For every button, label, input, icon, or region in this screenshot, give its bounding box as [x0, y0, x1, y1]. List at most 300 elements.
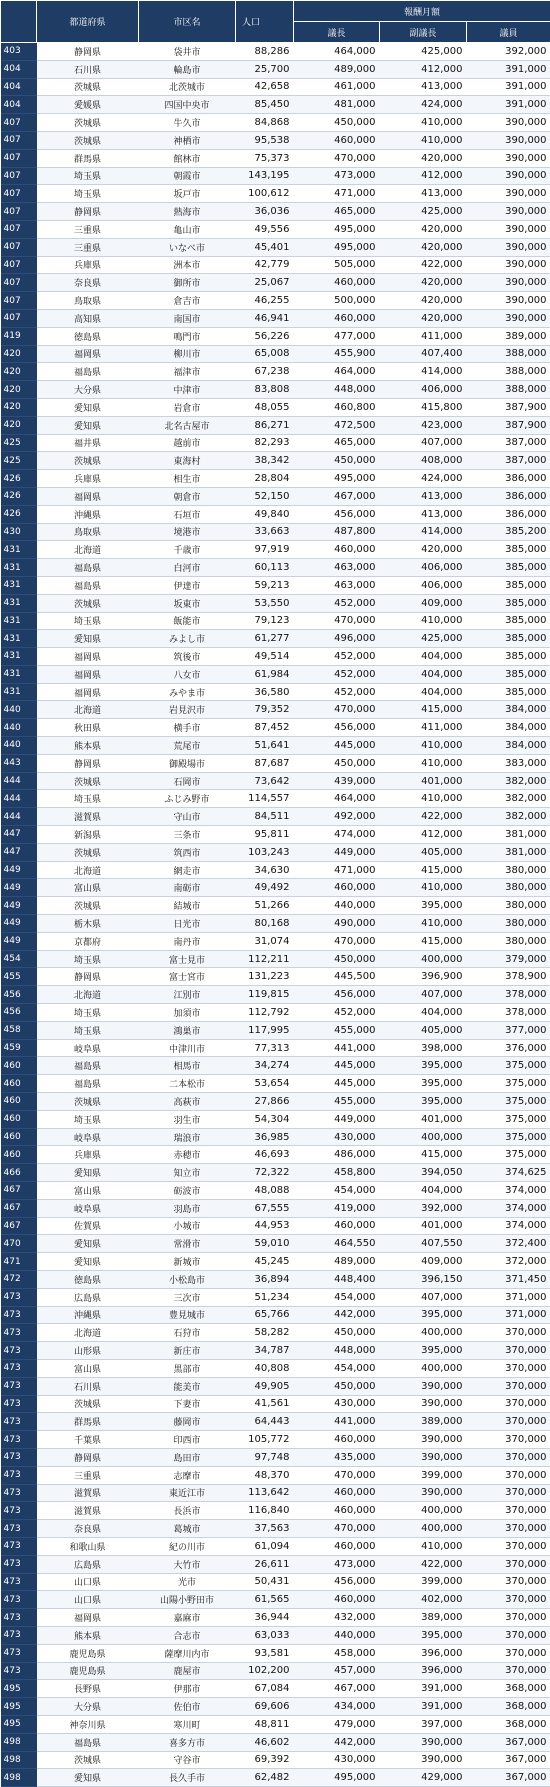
- chair-pay-cell: 452,000: [294, 1004, 380, 1022]
- population-cell: 67,084: [236, 1680, 294, 1698]
- vice-chair-pay-cell: 397,000: [380, 1715, 467, 1733]
- vice-chair-pay-cell: 407,400: [380, 345, 467, 363]
- vice-chair-pay-cell: 399,000: [380, 1466, 467, 1484]
- city-cell: 結城市: [139, 897, 236, 915]
- vice-chair-pay-cell: 413,000: [380, 78, 467, 96]
- prefecture-cell: 鳥取県: [37, 523, 139, 541]
- prefecture-cell: 福岡県: [37, 1609, 139, 1627]
- population-cell: 119,815: [236, 986, 294, 1004]
- prefecture-cell: 奈良県: [37, 1520, 139, 1538]
- chair-pay-cell: 456,000: [294, 719, 380, 737]
- rank-cell: 407: [1, 185, 37, 203]
- city-cell: 光市: [139, 1573, 236, 1591]
- city-cell: 神栖市: [139, 131, 236, 149]
- rank-cell: 425: [1, 434, 37, 452]
- city-cell: 熱海市: [139, 203, 236, 221]
- chair-pay-cell: 489,000: [294, 1253, 380, 1271]
- rank-cell: 473: [1, 1466, 37, 1484]
- population-cell: 67,238: [236, 363, 294, 381]
- population-cell: 65,766: [236, 1306, 294, 1324]
- city-cell: 黒部市: [139, 1359, 236, 1377]
- vice-chair-pay-cell: 396,000: [380, 1644, 467, 1662]
- table-row: [1, 1715, 550, 1733]
- prefecture-cell: 埼玉県: [37, 1021, 139, 1039]
- member-pay-cell: 382,000: [467, 772, 550, 790]
- prefecture-cell: 福島県: [37, 1075, 139, 1093]
- member-pay-cell: 370,000: [467, 1484, 550, 1502]
- rank-cell: 426: [1, 487, 37, 505]
- rank-cell: 449: [1, 932, 37, 950]
- rank-cell: 467: [1, 1199, 37, 1217]
- rank-cell: 473: [1, 1359, 37, 1377]
- chair-pay-cell: 458,000: [294, 1644, 380, 1662]
- rank-cell: 473: [1, 1609, 37, 1627]
- table-row: [1, 363, 550, 381]
- prefecture-cell: 鹿児島県: [37, 1644, 139, 1662]
- prefecture-cell: 福島県: [37, 576, 139, 594]
- vice-chair-pay-cell: 407,000: [380, 986, 467, 1004]
- vice-chair-pay-cell: 422,000: [380, 256, 467, 274]
- vice-chair-pay-cell: 400,000: [380, 950, 467, 968]
- member-pay-cell: 368,000: [467, 1715, 550, 1733]
- member-pay-cell: 370,000: [467, 1413, 550, 1431]
- chair-pay-cell: 465,000: [294, 203, 380, 221]
- table-row: [1, 1057, 550, 1075]
- table-row: [1, 114, 550, 132]
- table-row: [1, 986, 550, 1004]
- rank-cell: 431: [1, 576, 37, 594]
- vice-chair-pay-cell: 390,000: [380, 1484, 467, 1502]
- member-pay-cell: 381,000: [467, 826, 550, 844]
- city-cell: 牛久市: [139, 114, 236, 132]
- city-cell: 赤穂市: [139, 1146, 236, 1164]
- table-row: [1, 1573, 550, 1591]
- chair-pay-cell: 464,000: [294, 363, 380, 381]
- vice-chair-pay-cell: 404,000: [380, 1182, 467, 1200]
- rank-cell: 498: [1, 1733, 37, 1751]
- member-pay-cell: 385,000: [467, 648, 550, 666]
- city-cell: 館林市: [139, 149, 236, 167]
- prefecture-cell: 福岡県: [37, 648, 139, 666]
- vice-chair-pay-cell: 390,000: [380, 1733, 467, 1751]
- table-row: [1, 1288, 550, 1306]
- table-row: [1, 43, 550, 61]
- city-cell: 南国市: [139, 309, 236, 327]
- population-cell: 113,642: [236, 1484, 294, 1502]
- table-row: [1, 131, 550, 149]
- vice-chair-pay-cell: 415,000: [380, 701, 467, 719]
- member-pay-cell: 385,000: [467, 559, 550, 577]
- chair-pay-cell: 479,000: [294, 1715, 380, 1733]
- population-cell: 61,094: [236, 1537, 294, 1555]
- rank-cell: 407: [1, 309, 37, 327]
- table-row: [1, 1555, 550, 1573]
- rank-cell: 473: [1, 1484, 37, 1502]
- rank-cell: 460: [1, 1128, 37, 1146]
- city-cell: 坂戸市: [139, 185, 236, 203]
- prefecture-cell: 三重県: [37, 1466, 139, 1484]
- city-cell: 三次市: [139, 1288, 236, 1306]
- vice-chair-pay-cell: 412,000: [380, 167, 467, 185]
- prefecture-cell: 高知県: [37, 309, 139, 327]
- member-pay-cell: 375,000: [467, 1057, 550, 1075]
- population-cell: 48,370: [236, 1466, 294, 1484]
- population-cell: 58,282: [236, 1324, 294, 1342]
- rank-cell: 472: [1, 1270, 37, 1288]
- prefecture-cell: 愛知県: [37, 1253, 139, 1271]
- member-pay-cell: 370,000: [467, 1591, 550, 1609]
- chair-pay-cell: 449,000: [294, 1110, 380, 1128]
- prefecture-cell: 静岡県: [37, 1448, 139, 1466]
- vice-chair-pay-cell: 407,000: [380, 1288, 467, 1306]
- vice-chair-pay-cell: 415,800: [380, 398, 467, 416]
- city-cell: 高萩市: [139, 1093, 236, 1111]
- rank-cell: 431: [1, 612, 37, 630]
- rank-cell: 498: [1, 1769, 37, 1787]
- prefecture-cell: 福島県: [37, 559, 139, 577]
- prefecture-cell: 滋賀県: [37, 1484, 139, 1502]
- vice-chair-pay-cell: 420,000: [380, 220, 467, 238]
- member-pay-cell: 385,000: [467, 612, 550, 630]
- vice-chair-pay-cell: 390,000: [380, 1751, 467, 1769]
- population-cell: 49,556: [236, 220, 294, 238]
- member-pay-cell: 390,000: [467, 274, 550, 292]
- city-cell: 北茨城市: [139, 78, 236, 96]
- prefecture-cell: 茨城県: [37, 1751, 139, 1769]
- vice-chair-pay-cell: 415,000: [380, 1146, 467, 1164]
- chair-pay-cell: 448,400: [294, 1270, 380, 1288]
- population-cell: 34,787: [236, 1342, 294, 1360]
- member-pay-cell: 390,000: [467, 238, 550, 256]
- city-cell: 江別市: [139, 986, 236, 1004]
- chair-pay-cell: 495,000: [294, 238, 380, 256]
- city-cell: 白河市: [139, 559, 236, 577]
- table-row: [1, 434, 550, 452]
- vice-chair-pay-cell: 390,000: [380, 1448, 467, 1466]
- rank-cell: 473: [1, 1395, 37, 1413]
- member-pay-cell: 370,000: [467, 1377, 550, 1395]
- population-cell: 36,944: [236, 1609, 294, 1627]
- rank-cell: 473: [1, 1626, 37, 1644]
- chair-pay-cell: 432,000: [294, 1609, 380, 1627]
- city-cell: 石岡市: [139, 772, 236, 790]
- member-pay-cell: 374,000: [467, 1199, 550, 1217]
- population-cell: 34,274: [236, 1057, 294, 1075]
- table-row: [1, 1520, 550, 1538]
- rank-cell: 473: [1, 1555, 37, 1573]
- vice-chair-pay-cell: 413,000: [380, 505, 467, 523]
- chair-pay-cell: 458,800: [294, 1164, 380, 1182]
- population-cell: 117,995: [236, 1021, 294, 1039]
- rank-cell: 456: [1, 986, 37, 1004]
- table-row: [1, 1270, 550, 1288]
- vice-chair-pay-cell: 409,000: [380, 594, 467, 612]
- population-cell: 45,245: [236, 1253, 294, 1271]
- table-row: [1, 1359, 550, 1377]
- member-pay-cell: 375,000: [467, 1093, 550, 1111]
- table-row: [1, 594, 550, 612]
- city-cell: 洲本市: [139, 256, 236, 274]
- rank-cell: 467: [1, 1217, 37, 1235]
- vice-chair-pay-cell: 399,000: [380, 1573, 467, 1591]
- chair-pay-cell: 460,000: [294, 1217, 380, 1235]
- vice-chair-pay-cell: 414,000: [380, 523, 467, 541]
- member-pay-cell: 380,000: [467, 932, 550, 950]
- rank-cell: 440: [1, 737, 37, 755]
- member-pay-cell: 390,000: [467, 131, 550, 149]
- population-cell: 105,772: [236, 1431, 294, 1449]
- city-cell: 新庄市: [139, 1342, 236, 1360]
- prefecture-cell: 神奈川県: [37, 1715, 139, 1733]
- prefecture-cell: 埼玉県: [37, 185, 139, 203]
- rank-cell: 447: [1, 826, 37, 844]
- prefecture-cell: 福島県: [37, 363, 139, 381]
- table-row: [1, 1324, 550, 1342]
- vice-chair-pay-cell: 395,000: [380, 1075, 467, 1093]
- member-header: 議員: [467, 22, 550, 43]
- city-cell: 伊達市: [139, 576, 236, 594]
- table-row: [1, 167, 550, 185]
- member-pay-cell: 378,900: [467, 968, 550, 986]
- chair-pay-cell: 467,000: [294, 487, 380, 505]
- rank-cell: 404: [1, 60, 37, 78]
- rank-cell: 407: [1, 274, 37, 292]
- table-row: [1, 523, 550, 541]
- prefecture-cell: 千葉県: [37, 1431, 139, 1449]
- vice-chair-pay-cell: 420,000: [380, 149, 467, 167]
- rank-cell: 467: [1, 1182, 37, 1200]
- prefecture-cell: 徳島県: [37, 327, 139, 345]
- vice-chair-pay-cell: 390,000: [380, 1431, 467, 1449]
- table-row: [1, 559, 550, 577]
- population-cell: 49,905: [236, 1377, 294, 1395]
- chair-pay-cell: 470,000: [294, 701, 380, 719]
- table-row: [1, 843, 550, 861]
- rank-cell: 403: [1, 43, 37, 61]
- vice-chair-pay-cell: 407,000: [380, 434, 467, 452]
- table-row: [1, 1306, 550, 1324]
- rank-cell: 473: [1, 1377, 37, 1395]
- chair-pay-cell: 495,000: [294, 220, 380, 238]
- member-pay-cell: 376,000: [467, 1039, 550, 1057]
- table-row: [1, 1128, 550, 1146]
- chair-pay-cell: 440,000: [294, 1626, 380, 1644]
- prefecture-cell: 福岡県: [37, 345, 139, 363]
- member-pay-cell: 385,000: [467, 630, 550, 648]
- member-pay-cell: 380,000: [467, 861, 550, 879]
- city-cell: 南砺市: [139, 879, 236, 897]
- table-row: [1, 737, 550, 755]
- table-row: [1, 826, 550, 844]
- table-row: [1, 897, 550, 915]
- table-row: [1, 1199, 550, 1217]
- chair-pay-cell: 470,000: [294, 149, 380, 167]
- city-cell: 千歳市: [139, 541, 236, 559]
- chair-pay-cell: 445,500: [294, 968, 380, 986]
- rank-cell: 460: [1, 1146, 37, 1164]
- city-cell: 東海村: [139, 452, 236, 470]
- rank-cell: 495: [1, 1698, 37, 1716]
- vice-chair-pay-cell: 390,000: [380, 1395, 467, 1413]
- rank-cell: 407: [1, 220, 37, 238]
- member-pay-cell: 371,450: [467, 1270, 550, 1288]
- prefecture-cell: 茨城県: [37, 78, 139, 96]
- rank-cell: 431: [1, 541, 37, 559]
- table-row: [1, 1769, 550, 1787]
- chair-pay-cell: 470,000: [294, 1520, 380, 1538]
- population-cell: 42,779: [236, 256, 294, 274]
- vice-chair-pay-cell: 410,000: [380, 879, 467, 897]
- vice-chair-pay-cell: 401,000: [380, 1217, 467, 1235]
- population-cell: 49,514: [236, 648, 294, 666]
- rank-cell: 473: [1, 1288, 37, 1306]
- vice-chair-pay-cell: 390,000: [380, 1377, 467, 1395]
- city-cell: 瑞浪市: [139, 1128, 236, 1146]
- member-pay-cell: 380,000: [467, 897, 550, 915]
- rank-cell: 473: [1, 1644, 37, 1662]
- table-row: [1, 648, 550, 666]
- table-row: [1, 452, 550, 470]
- table-row: [1, 327, 550, 345]
- member-pay-cell: 370,000: [467, 1502, 550, 1520]
- member-pay-cell: 390,000: [467, 114, 550, 132]
- member-pay-cell: 384,000: [467, 701, 550, 719]
- chair-pay-cell: 442,000: [294, 1733, 380, 1751]
- member-pay-cell: 367,000: [467, 1751, 550, 1769]
- chair-pay-cell: 430,000: [294, 1751, 380, 1769]
- vice-chair-pay-cell: 420,000: [380, 541, 467, 559]
- population-cell: 97,919: [236, 541, 294, 559]
- population-cell: 45,401: [236, 238, 294, 256]
- chair-pay-cell: 449,000: [294, 843, 380, 861]
- prefecture-cell: 愛知県: [37, 1164, 139, 1182]
- vice-chair-pay-cell: 404,000: [380, 683, 467, 701]
- population-cell: 53,550: [236, 594, 294, 612]
- table-row: [1, 612, 550, 630]
- population-cell: 54,304: [236, 1110, 294, 1128]
- table-row: [1, 309, 550, 327]
- chair-pay-cell: 448,000: [294, 381, 380, 399]
- vice-chair-pay-cell: 411,000: [380, 327, 467, 345]
- table-row: [1, 1342, 550, 1360]
- prefecture-cell: 三重県: [37, 238, 139, 256]
- population-cell: 36,985: [236, 1128, 294, 1146]
- table-row: [1, 238, 550, 256]
- vice-chair-pay-cell: 404,000: [380, 648, 467, 666]
- city-cell: 八女市: [139, 665, 236, 683]
- population-cell: 49,492: [236, 879, 294, 897]
- table-row: [1, 1609, 550, 1627]
- prefecture-cell: 群馬県: [37, 1413, 139, 1431]
- population-cell: 79,352: [236, 701, 294, 719]
- population-cell: 61,565: [236, 1591, 294, 1609]
- vice-chair-pay-cell: 415,000: [380, 861, 467, 879]
- population-cell: 143,195: [236, 167, 294, 185]
- table-row: [1, 78, 550, 96]
- chair-pay-cell: 456,000: [294, 986, 380, 1004]
- member-pay-cell: 390,000: [467, 167, 550, 185]
- population-cell: 88,286: [236, 43, 294, 61]
- population-cell: 31,074: [236, 932, 294, 950]
- prefecture-cell: 茨城県: [37, 594, 139, 612]
- city-cell: 知立市: [139, 1164, 236, 1182]
- vice-chair-pay-cell: 395,000: [380, 1093, 467, 1111]
- city-cell: 豊見城市: [139, 1306, 236, 1324]
- rank-cell: 473: [1, 1662, 37, 1680]
- population-cell: 27,866: [236, 1093, 294, 1111]
- rank-cell: 473: [1, 1573, 37, 1591]
- population-cell: 56,226: [236, 327, 294, 345]
- member-pay-cell: 370,000: [467, 1626, 550, 1644]
- vice-chair-pay-cell: 405,000: [380, 1021, 467, 1039]
- rank-cell: 407: [1, 292, 37, 310]
- population-cell: 116,840: [236, 1502, 294, 1520]
- rank-cell: 431: [1, 559, 37, 577]
- vice-chair-pay-cell: 407,550: [380, 1235, 467, 1253]
- city-cell: 飯能市: [139, 612, 236, 630]
- prefecture-cell: 滋賀県: [37, 1502, 139, 1520]
- city-cell: 嘉麻市: [139, 1609, 236, 1627]
- chair-pay-cell: 460,000: [294, 309, 380, 327]
- prefecture-cell: 福島県: [37, 1733, 139, 1751]
- member-pay-cell: 390,000: [467, 309, 550, 327]
- prefecture-cell: 福岡県: [37, 665, 139, 683]
- population-cell: 95,811: [236, 826, 294, 844]
- chair-pay-cell: 457,000: [294, 1662, 380, 1680]
- chair-pay-cell: 464,000: [294, 43, 380, 61]
- table-row: [1, 1021, 550, 1039]
- rank-cell: 449: [1, 861, 37, 879]
- rank-cell: 459: [1, 1039, 37, 1057]
- member-pay-cell: 370,000: [467, 1324, 550, 1342]
- member-pay-cell: 379,000: [467, 950, 550, 968]
- table-row: [1, 879, 550, 897]
- chair-pay-cell: 481,000: [294, 96, 380, 114]
- population-cell: 61,984: [236, 665, 294, 683]
- vice-chair-pay-cell: 396,900: [380, 968, 467, 986]
- chair-pay-cell: 442,000: [294, 1306, 380, 1324]
- member-pay-cell: 371,000: [467, 1288, 550, 1306]
- prefecture-cell: 埼玉県: [37, 790, 139, 808]
- city-cell: 鴻巣市: [139, 1021, 236, 1039]
- member-pay-cell: 371,000: [467, 1306, 550, 1324]
- vice-chair-pay-cell: 400,000: [380, 1324, 467, 1342]
- table-row: [1, 1093, 550, 1111]
- vice-chair-pay-cell: 406,000: [380, 381, 467, 399]
- prefecture-cell: 山形県: [37, 1342, 139, 1360]
- prefecture-cell: 福岡県: [37, 683, 139, 701]
- chair-pay-cell: 496,000: [294, 630, 380, 648]
- city-cell: 喜多方市: [139, 1733, 236, 1751]
- chair-pay-cell: 471,000: [294, 861, 380, 879]
- chair-pay-cell: 455,900: [294, 345, 380, 363]
- member-pay-cell: 382,000: [467, 790, 550, 808]
- city-cell: 新城市: [139, 1253, 236, 1271]
- vice-chair-pay-cell: 412,000: [380, 60, 467, 78]
- vice-chair-pay-cell: 395,000: [380, 897, 467, 915]
- table-row: [1, 1413, 550, 1431]
- rank-cell: 449: [1, 897, 37, 915]
- population-cell: 46,602: [236, 1733, 294, 1751]
- population-cell: 25,067: [236, 274, 294, 292]
- vice-chair-pay-cell: 412,000: [380, 826, 467, 844]
- chair-pay-cell: 473,000: [294, 1555, 380, 1573]
- population-cell: 83,808: [236, 381, 294, 399]
- member-pay-cell: 387,000: [467, 434, 550, 452]
- vice-chair-pay-cell: 404,000: [380, 665, 467, 683]
- chair-pay-cell: 452,000: [294, 594, 380, 612]
- member-pay-cell: 384,000: [467, 737, 550, 755]
